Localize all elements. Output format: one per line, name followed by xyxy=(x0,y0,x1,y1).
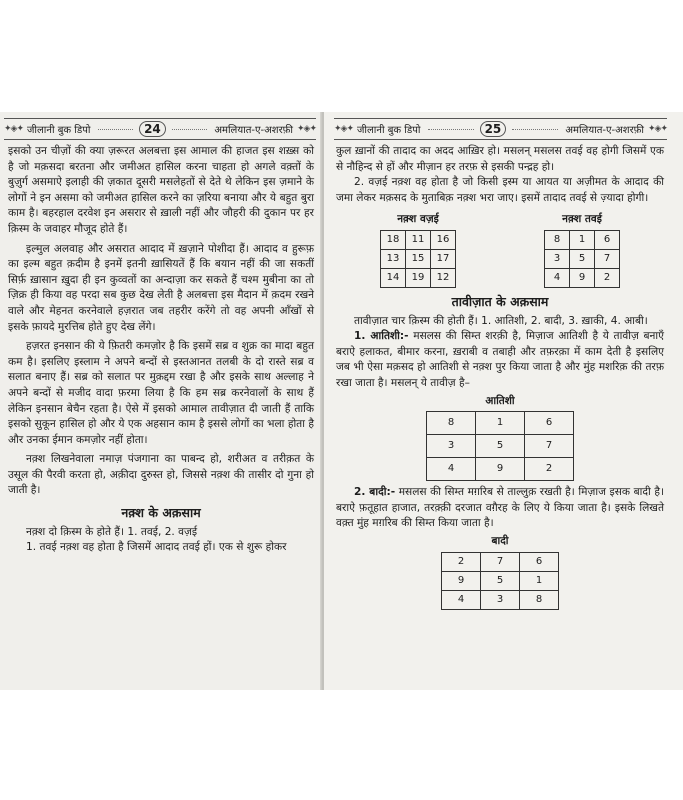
table-cell: 11 xyxy=(406,230,431,249)
right-page xyxy=(324,112,683,690)
header-divider xyxy=(98,129,134,130)
table-cell: 3 xyxy=(545,249,570,268)
table-cell: 7 xyxy=(595,249,620,268)
magic-square-pair xyxy=(336,210,664,288)
table-cell: 8 xyxy=(427,412,476,435)
ornament-icon: ✦◈✦ xyxy=(648,124,668,134)
magic-square-title: नक़्श तवई xyxy=(562,213,602,226)
page-number: 25 xyxy=(480,121,507,137)
left-page xyxy=(0,112,322,690)
item-label: 2. बादी:- xyxy=(354,486,396,499)
paragraph: नक़्श दो क़िस्म के होते हैं। 1. तवई, 2. वज़ई xyxy=(26,525,198,538)
table-cell: 4 xyxy=(427,458,476,481)
table-cell: 15 xyxy=(406,249,431,268)
paragraph xyxy=(336,329,664,391)
table-row xyxy=(545,249,620,268)
publisher-label: जीलानी बुक डिपो xyxy=(27,125,91,136)
book-title-label: अमलियात-ए-अशरफ़ी xyxy=(214,125,293,136)
table-cell: 7 xyxy=(525,435,574,458)
section-heading: तावीज़ात के अक़साम xyxy=(451,293,549,309)
table-cell: 12 xyxy=(431,268,456,287)
header-divider xyxy=(512,129,558,130)
section-heading: नक़्श के अक़साम xyxy=(121,505,201,521)
table-row xyxy=(427,412,574,435)
table-cell: 9 xyxy=(442,571,481,590)
header-divider xyxy=(428,129,474,130)
magic-square-title: आतिशी xyxy=(485,394,515,407)
table-cell: 6 xyxy=(525,412,574,435)
table-cell: 3 xyxy=(427,435,476,458)
magic-square-wazai xyxy=(380,230,456,288)
table-row xyxy=(442,552,559,571)
table-cell: 2 xyxy=(525,458,574,481)
paragraph: इसको उन चीज़ों की क्या ज़रूरत अलबत्ता इस आमाल की हाजत इस शख़्स को है जो मक़सदा बरतना और जमीअत हासिल करना चाहता हो अगले वक़्तों के बुज़ुर्ग असमाऐ इलाही की ज़कात दूसरी मसलेहतों से देते थे लेकिन इस ज़माने के लोगों ने इन असमा को जमीअत हासिल करने का ज़रिया बनाया और ये बहुत बुरा काम है। बहरहाल दरवेश इन असरार से ख़ाली नहीं और जौहरी की दुकान पर हर क़िस्म के जवाहर मौजूद होते हैं। xyxy=(8,145,314,235)
table-cell: 13 xyxy=(381,249,406,268)
magic-square-tawai xyxy=(544,230,620,288)
item-text: मसलस की सिम्त शरक़ी है, मिज़ाज आतिशी है ये तावीज़ बनाएँ बराऐ हलाकत, बीमार करना, ख़राबी व तबाही और तफ़रक़ा में काम देती है इसलिए जब भी ऐसा मक़सद हो आतिशी से नक़्श पुर किया जाता है और मुंह मशरिक़ की तरफ़ रखा जाता है। मसलन् ये तावीज़ है– xyxy=(336,330,665,389)
table-cell: 8 xyxy=(545,230,570,249)
magic-square-block xyxy=(380,210,456,288)
paragraph: इल्मुल अलवाह और असरात आदाद में ख़ज़ाने पोशीदा हैं। आदाद व हुरूफ़ का इल्म बहुत क़दीम है इनमें इतनी ख़ासियतें हैं कि बयान नहीं की जा सकतीं सिर्फ़ ख़ासान ख़ुदा ही इन कुव्वतों का अन्दाज़ा कर सकते हैं चश्म मुबीना का तो ज़िक्र ही किया वह परदा सब कुछ देख लेती है अलबत्ता इस मैदान में क़दम रखने वाले और मेहनत करनेवाले हज़रात जब तहरीर करेंगे तो वह अपनी आँखों से इसके फ़ायदे मुरत्तिब होते हुए देख लेंगे। xyxy=(8,242,314,333)
table-cell: 1 xyxy=(570,230,595,249)
table-cell: 2 xyxy=(595,268,620,287)
magic-square-block xyxy=(544,210,620,288)
table-cell: 9 xyxy=(476,458,525,481)
table-cell: 1 xyxy=(520,571,559,590)
table-row xyxy=(427,458,574,481)
header-divider xyxy=(172,129,208,130)
book-title-label: अमलियात-ए-अशरफ़ी xyxy=(565,125,644,136)
table-row xyxy=(381,249,456,268)
paragraph: 1. तवई नक़्श वह होता है जिसमें आदाद तवई हों। एक से शुरू होकर xyxy=(26,541,287,554)
magic-square-atishi xyxy=(426,411,574,481)
page-header xyxy=(334,118,667,140)
page-body xyxy=(336,144,664,610)
paragraph: तावीज़ात चार क़िस्म की होती हैं। 1. आतिशी, 2. बादी, 3. ख़ाकी, 4. आबी। xyxy=(354,314,648,327)
paragraph: 2. वज़ई नक़्श वह होता है जो किसी इस्म या आयत या अज़ीमत के आदाद की जमा लेकर मक़सद के मुताबिक़ नक़्श भरा जाए। इसमें तादाद तवई से ज़्यादा होगी। xyxy=(336,176,664,204)
table-cell: 8 xyxy=(520,590,559,609)
paragraph xyxy=(336,485,664,532)
paragraph: हज़रत इनसान की ये फ़ितरी कमज़ोर है कि इसमें सब्र व शुक्र का मादा बहुत कम है। इसलिए इस्लाम ने अपने बन्दों से इस्तआनत तलबी के दो रास्ते सब्र व सलात बनाए हैं। सब्र को सलात पर मुक़द्दम रखा है और इसके साथ अल्लाह ने अपने बन्दों से मजीद वादा फ़रमा लिया है कि हम सब्र करनेवालों के साथ हैं लेकिन इनसान बेचैन रहता है। ऐसे में इसको आमाल तावीज़ात दी जाती हैं ताकि इसको सुकून हासिल हो और ये एक अहसान काम है इससे लोगों का भला होता है और उनका ईमान कमज़ोर नहीं होता। xyxy=(8,340,314,446)
table-cell: 19 xyxy=(406,268,431,287)
ornament-icon: ✦◈✦ xyxy=(334,124,354,134)
page-header xyxy=(4,118,316,140)
magic-square-badi xyxy=(441,552,559,610)
table-row xyxy=(381,268,456,287)
table-cell: 5 xyxy=(481,571,520,590)
table-cell: 9 xyxy=(570,268,595,287)
magic-square-title: बादी xyxy=(491,534,509,547)
page-number: 24 xyxy=(139,121,166,137)
ornament-icon: ✦◈✦ xyxy=(4,124,24,134)
paragraph: कुल ख़ानों की तादाद का अदद आख़िर हो। मसलन् मसलस तवई वह होगी जिसमें एक से नौहिन्द से हों और मीज़ान हर तरफ़ से इसकी पन्द्रह हो। xyxy=(336,145,664,173)
magic-square-title: नक़्श वज़ई xyxy=(397,213,439,226)
table-cell: 16 xyxy=(431,230,456,249)
page-body xyxy=(8,144,314,556)
ornament-icon: ✦◈✦ xyxy=(297,124,317,134)
table-cell: 6 xyxy=(520,552,559,571)
table-row xyxy=(442,590,559,609)
table-cell: 14 xyxy=(381,268,406,287)
table-cell: 4 xyxy=(545,268,570,287)
book-spread xyxy=(0,112,683,690)
paragraph: नक़्श लिखनेवाला नमाज़ पंजगाना का पाबन्द हो, शरीअत व तरीक़त के उसूल की पैरवी करता हो, अक़ीदा दुरुस्त हो, जिससे नक़्श की तासीर दो गुना हो जाती है। xyxy=(8,453,314,497)
item-label: 1. आतिशी:- xyxy=(354,330,409,343)
table-row xyxy=(381,230,456,249)
table-row xyxy=(427,435,574,458)
table-cell: 1 xyxy=(476,412,525,435)
item-text: मसलस की सिम्त मग़रिब से ताल्लुक़ रखती है। मिज़ाज इसक बादी है। बराऐ फ़तूहात हाजात, तरक़्क़ी दरजात वग़ैरह के लिए ये किया जाता है। इसके लिखते वक़्त मुंह मग़रिब की सिम्त किया जाता है। xyxy=(336,486,664,530)
table-cell: 4 xyxy=(442,590,481,609)
publisher-label: जीलानी बुक डिपो xyxy=(357,125,421,136)
table-row xyxy=(545,230,620,249)
table-cell: 7 xyxy=(481,552,520,571)
table-cell: 5 xyxy=(476,435,525,458)
table-cell: 18 xyxy=(381,230,406,249)
table-cell: 6 xyxy=(595,230,620,249)
table-cell: 3 xyxy=(481,590,520,609)
table-cell: 17 xyxy=(431,249,456,268)
table-row xyxy=(545,268,620,287)
table-row xyxy=(442,571,559,590)
table-cell: 2 xyxy=(442,552,481,571)
table-cell: 5 xyxy=(570,249,595,268)
